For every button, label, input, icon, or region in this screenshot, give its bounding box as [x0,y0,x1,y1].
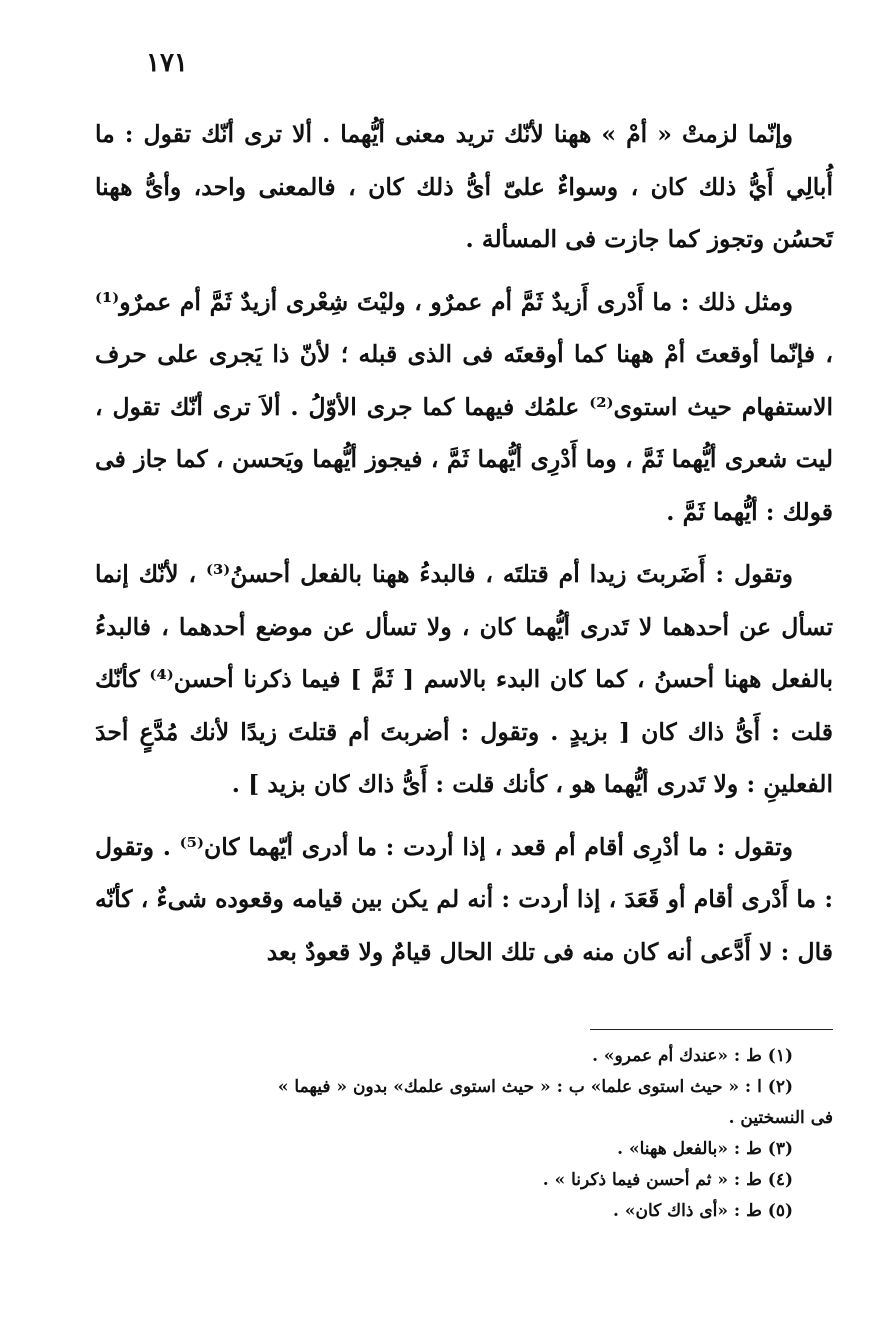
footnote: (٥) ط : «أى ذاك كان» . [613,1201,793,1221]
footnote-continuation: فى النسختين . [728,1108,833,1128]
footnote: (٢) ا : « حيث استوى علما» ب : « حيث استوى علمك» بدون « فيهما » [277,1077,793,1097]
paragraph: وتقول : أَضَربتَ زيدا أم قتلتَه ، فالبدءُ ههنا بالفعل أحسنُ⁽³⁾ ، لأنّك إنما تسأل عن أحدهما لا تَدرى أيُّهما كان ، ولا تسأل عن موضع أحدهما ، فالبدءُ بالفعل ههنا أحسنُ ، كما كان البدء بالاسم [ ثَمَّ ] فيما ذكرنا أحسن⁽⁴⁾ كأنّك قلت : أَىُّ ذاك كان [ بزيدٍ . وتقول : أضربتَ أم قتلتَ زيدًا لأنك مُدَّعٍ أحدَ الفعلينِ : ولا تَدرى أيُّهما هو ، كأنك قلت : أَىُّ ذاك كان بزيد ] . [95,560,833,798]
footnotes [95,1041,833,1227]
main-text-body [95,108,833,978]
footnote-divider [590,1029,833,1030]
footnote: (١) ط : «عندك أم عمرو» . [592,1046,793,1066]
page-number: ١٧١ [146,48,188,78]
paragraph: وإنّما لزمتْ « أمْ » ههنا لأنّك تريد معنى أيُّهما . ألا ترى أنّك تقول : ما أُبالِي أَيُّ ذلك كان ، وسواءٌ علىّ أىُّ ذلك كان ، فالمعنى واحد، وأىُّ ههنا تَحسُن وتجوز كما جازت فى المسألة . [95,120,833,253]
paragraph: ومثل ذلك : ما أَدْرى أَزيدٌ ثَمَّ أم عمرٌو ، وليْتَ شِعْرى أزيدٌ ثَمَّ أم عمرٌو⁽¹⁾ ، فإنّما أوقعتَ أمْ ههنا كما أوقعتَه فى الذى قبله ؛ لأنّ ذا يَجرى على حرف الاستفهام حيث استوى⁽²⁾ علمُك فيهما كما جرى الأوّلُ . ألاَ ترى أنّك تقول ، ليت شعرى أيُّهما ثَمَّ ، وما أَدْرِى أيُّهما ثَمَّ ، فيجوز أيُّهما ويَحسن ، كما جاز فى قولك : أيُّهما ثَمَّ . [95,287,834,526]
paragraph: وتقول : ما أدْرِى أقام أم قعد ، إذا أردت : ما أدرى أيّهما كان⁽⁵⁾ . وتقول : ما أَدْرى أقام أو قَعَدَ ، إذا أردت : أنه لم يكن بين قيامه وقعوده شىءٌ ، كأنّه قال : لا أَدَّعى أنه كان منه فى تلك الحال قيامٌ ولا قعودٌ بعد [95,832,833,966]
footnote: (٤) ط : « ثم أحسن فيما ذكرنا » . [542,1170,793,1190]
footnote: (٣) ط : «بالفعل ههنا» . [617,1139,793,1159]
